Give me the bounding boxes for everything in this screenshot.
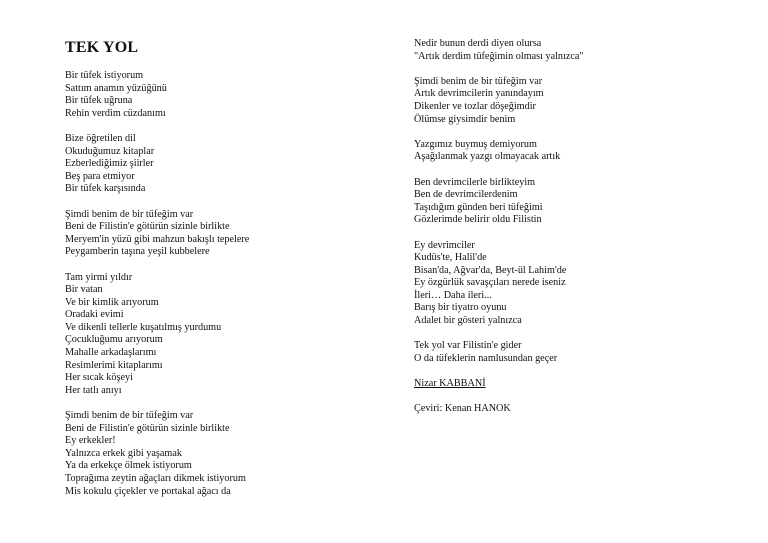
poem-line: Mis kokulu çiçekler ve portakal ağacı da xyxy=(65,485,231,497)
poem-line: Ya da erkekçe ölmek istiyorum xyxy=(65,460,192,472)
poem-line: Bize öğretilen dil xyxy=(65,132,136,144)
poem-line: Aşağılanmak yazgı olmayacak artık xyxy=(414,151,561,163)
poem-line: Bir tüfek istiyorum xyxy=(65,70,144,81)
right-column xyxy=(414,38,584,416)
poem-line: Ben de devrimcilerdenim xyxy=(414,189,518,201)
translator-credit: Çeviri: Kenan HANOK xyxy=(414,403,511,415)
poem-line: Ölümse giysimdir benim xyxy=(414,113,516,125)
author-name: Nizar KABBANİ xyxy=(414,378,486,390)
poem-line: Peygamberin taşına yeşil kubbelere xyxy=(65,246,210,258)
poem-line: Rehin verdim cüzdanımı xyxy=(65,107,166,119)
stanza xyxy=(414,340,584,365)
poem-line: Adalet bir gösteri yalnızca xyxy=(414,315,522,327)
poem-line: Gözlerimde belirir oldu Filistin xyxy=(414,214,542,226)
poem-line: İleri… Daha ileri... xyxy=(414,289,492,301)
stanza xyxy=(414,177,584,227)
stanza xyxy=(65,209,249,259)
poem-line: Yalnızca erkek gibi yaşamak xyxy=(65,447,182,459)
stanza xyxy=(65,410,249,498)
left-column xyxy=(65,38,249,511)
poem-line: Beş para etmiyor xyxy=(65,170,135,182)
poem-line: Ezberlediğimiz şiirler xyxy=(65,158,154,170)
poem-line: Sattım anamın yüzüğünü xyxy=(65,82,167,94)
poem-line: Dikenler ve tozlar döşeğimdir xyxy=(414,100,536,112)
poem-line: Taşıdığım günden beri tüfeğimi xyxy=(414,201,543,213)
poem-line: Her sıcak köşeyi xyxy=(65,372,133,384)
poem-line: Her tatlı anıyı xyxy=(65,384,122,396)
poem-line: Artık devrimcilerin yanındayım xyxy=(414,88,544,100)
poem-line: Mahalle arkadaşlarımı xyxy=(65,347,157,359)
poem-line: Ve dikenli tellerle kuşatılmış yurdumu xyxy=(65,321,222,333)
poem-line: "Artık derdim tüfeğimin olması yalnızca" xyxy=(414,50,584,62)
poem-line: Kudüs'te, Halil'de xyxy=(414,252,487,264)
poem-line: Toprağıma zeytin ağaçları dikmek istiyorum xyxy=(65,473,246,484)
poem-line: Nedir bunun derdi diyen olursa xyxy=(414,38,542,49)
stanza xyxy=(414,38,584,63)
poem-line: Bir vatan xyxy=(65,284,103,296)
poem-line: Tam yirmi yıldır xyxy=(65,271,133,283)
poem-line: Bir tüfek karşısında xyxy=(65,183,146,195)
poem-line: Resimlerimi kitaplarımı xyxy=(65,359,163,371)
stanza xyxy=(65,70,249,120)
poem-line: Barış bir tiyatro oyunu xyxy=(414,302,507,314)
poem-line: Şimdi benim de bir tüfeğim var xyxy=(414,75,543,87)
poem-line: Bisan'da, Ağvar'da, Beyt-ül Lahim'de xyxy=(414,264,567,276)
poem-line: Ey özgürlük savaşçıları nerede iseniz xyxy=(414,277,566,289)
poem-line: Bir tüfek uğruna xyxy=(65,95,133,107)
poem-line: Tek yol var Filistin'e gider xyxy=(414,340,522,352)
poem-line: Çocukluğumu arıyorum xyxy=(65,334,163,346)
right-stanzas xyxy=(414,38,584,365)
poem-line: O da tüfeklerin namlusundan geçer xyxy=(414,352,558,364)
poem-line: Yazgımız buymuş demiyorum xyxy=(414,138,537,150)
poem-title: TEK YOL xyxy=(65,39,139,56)
poem-line: Okuduğumuz kitaplar xyxy=(65,145,155,157)
poem-line: Beni de Filistin'e götürün sizinle birlikte xyxy=(65,221,230,233)
poem-line: Meryem'in yüzü gibi mahzun bakışlı tepelere xyxy=(65,233,250,245)
stanza xyxy=(414,139,584,164)
poem-line: Ey devrimciler xyxy=(414,239,475,251)
poem-line: Şimdi benim de bir tüfeğim var xyxy=(65,410,194,422)
poem-line: Ve bir kimlik arıyorum xyxy=(65,296,159,308)
stanza xyxy=(65,272,249,398)
poem-line: Beni de Filistin'e götürün sizinle birlikte xyxy=(65,422,230,434)
stanza xyxy=(65,133,249,196)
stanza xyxy=(414,76,584,126)
stanza xyxy=(414,240,584,328)
poem-line: Oradaki evimi xyxy=(65,309,124,321)
poem-line: Ben devrimcilerle birlikteyim xyxy=(414,176,536,188)
poem-line: Şimdi benim de bir tüfeğim var xyxy=(65,208,194,220)
poem-line: Ey erkekler! xyxy=(65,435,116,447)
left-stanzas xyxy=(65,70,249,498)
